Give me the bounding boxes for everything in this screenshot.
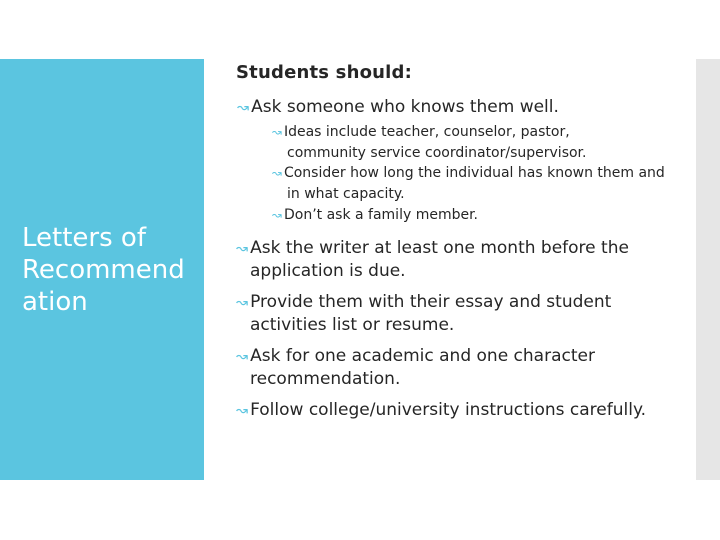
bullet-icon: ↝ <box>272 125 282 139</box>
bullet-icon: ↝ <box>236 241 249 257</box>
slide-title: Letters of Recommend ation <box>22 223 185 317</box>
content-heading: Students should: <box>236 62 413 83</box>
bullet-item-2: ↝ Ask the writer at least one month before the application is due. <box>236 238 629 281</box>
bullet-icon: ↝ <box>272 208 282 222</box>
bullet-item-1: ↝ Ask someone who knows them well. <box>237 97 559 117</box>
bullet-icon: ↝ <box>236 349 249 365</box>
sub-bullet-item-1: ↝ Ideas include teacher, counselor, pastor, community service coordinator/supervisor. <box>272 124 587 161</box>
right-edge-bar <box>696 59 720 480</box>
bullet-item-3: ↝ Provide them with their essay and student activities list or resume. <box>236 292 612 335</box>
sub-bullet-item-3: ↝ Don’t ask a family member. <box>272 207 479 223</box>
bullet-item-4: ↝ Ask for one academic and one character recommendation. <box>236 346 595 389</box>
bullet-icon: ↝ <box>272 166 282 180</box>
bullet-item-5: ↝ Follow college/university instructions carefully. <box>236 400 646 420</box>
bullet-icon: ↝ <box>236 295 249 311</box>
bullet-icon: ↝ <box>236 403 249 419</box>
sub-bullet-item-2: ↝ Consider how long the individual has known them and in what capacity. <box>272 165 665 202</box>
bullet-icon: ↝ <box>237 100 250 116</box>
